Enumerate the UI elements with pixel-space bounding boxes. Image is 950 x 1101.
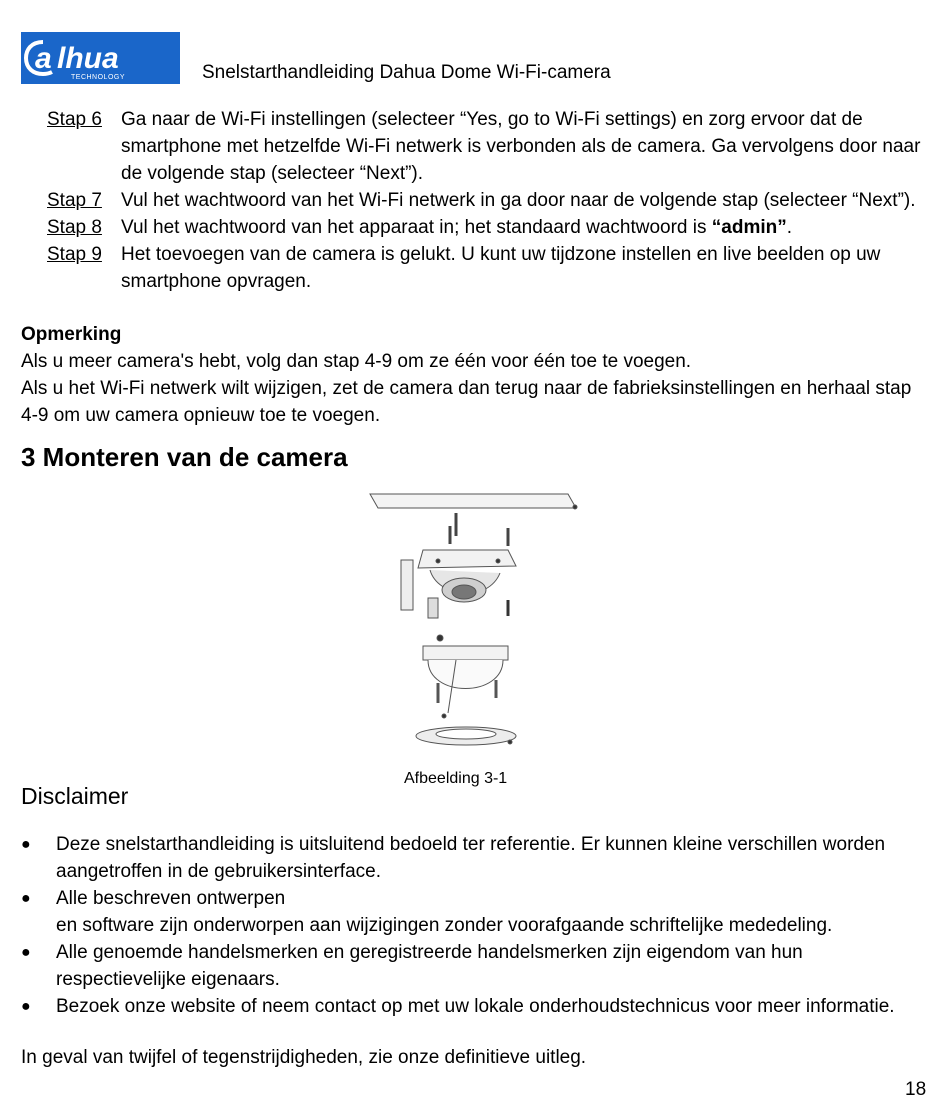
- step-7: [47, 187, 932, 214]
- list-item-text: Alle genoemde handelsmerken en geregistreerde handelsmerken zijn eigendom van hun respectievelijke eigenaars.: [56, 942, 803, 990]
- step-6: [47, 106, 932, 187]
- step-text: Het toevoegen van de camera is gelukt. U kunt uw tijdzone instellen en live beelden op uw smartphone opvragen.: [121, 244, 881, 292]
- step-label: Stap 7: [47, 190, 102, 211]
- dahua-logo: [21, 32, 180, 84]
- list-item-text: Deze snelstarthandleiding is uitsluitend bedoeld ter referentie. Er kunnen kleine verschillen worden aangetroffen in de gebruikersinterface.: [56, 834, 886, 882]
- camera-mounting-diagram: [368, 488, 583, 753]
- page-number: 18: [905, 1079, 927, 1100]
- step-text: Ga naar de Wi-Fi instellingen (selecteer “Yes, go to Wi-Fi settings) en zorg ervoor dat de smartphone met hetzelfde Wi-Fi netwerk is verbonden als de camera. Ga vervolgens door naar de volgende stap (selecteer “Next”).: [121, 109, 921, 184]
- step-text: Vul het wachtwoord van het apparaat in; het standaard wachtwoord is: [121, 217, 712, 238]
- list-item: [21, 993, 926, 1020]
- step-text-end: .: [786, 217, 792, 238]
- list-item: [21, 831, 926, 885]
- svg-text:lhua: lhua: [57, 42, 119, 75]
- note-line: Als u meer camera's hebt, volg dan stap 4-9 om ze één voor één toe te voegen.: [21, 351, 692, 372]
- bullet-icon: ●: [21, 998, 31, 1015]
- list-item-text-continued: en software zijn onderworpen aan wijzigingen zonder voorafgaande schriftelijke mededeling.: [56, 915, 833, 936]
- step-label: Stap 8: [47, 217, 102, 238]
- step-9: [47, 241, 932, 295]
- step-list: [47, 106, 932, 295]
- section-heading: 3 Monteren van de camera: [21, 442, 348, 472]
- note-line: Als u het Wi-Fi netwerk wilt wijzigen, zet de camera dan terug naar de fabrieksinstellingen en herhaal stap 4-9 om uw camera opnieuw toe te voegen.: [21, 378, 912, 426]
- step-label: Stap 6: [47, 109, 102, 130]
- step-8: [47, 214, 932, 241]
- document-header-title: Snelstarthandleiding Dahua Dome Wi-Fi-camera: [202, 62, 611, 83]
- svg-text:a: a: [35, 42, 52, 75]
- exploded-view-illustration: [368, 488, 583, 753]
- disclaimer-final-line: In geval van twijfel of tegenstrijdigheden, zie onze definitieve uitleg.: [21, 1047, 587, 1068]
- list-item: [21, 885, 926, 939]
- bullet-icon: ●: [21, 890, 31, 907]
- disclaimer-list: [21, 831, 926, 1020]
- step-text: Vul het wachtwoord van het Wi-Fi netwerk in ga door naar de volgende stap (selecteer “Next”).: [121, 190, 916, 211]
- list-item-text: Bezoek onze website of neem contact op met uw lokale onderhoudstechnicus voor meer informatie.: [56, 996, 895, 1017]
- bullet-icon: ●: [21, 836, 31, 853]
- step-label: Stap 9: [47, 244, 102, 265]
- note-block: [21, 321, 931, 429]
- figure-caption: Afbeelding 3-1: [404, 770, 508, 787]
- default-password: “admin”: [711, 217, 787, 238]
- disclaimer-heading: Disclaimer: [21, 783, 129, 809]
- dahua-logo-mark: [21, 32, 180, 84]
- note-title: Opmerking: [21, 324, 122, 345]
- svg-text:TECHNOLOGY: TECHNOLOGY: [71, 74, 126, 81]
- bullet-icon: ●: [21, 944, 31, 961]
- list-item: [21, 939, 926, 993]
- list-item-text: Alle beschreven ontwerpen: [56, 888, 286, 909]
